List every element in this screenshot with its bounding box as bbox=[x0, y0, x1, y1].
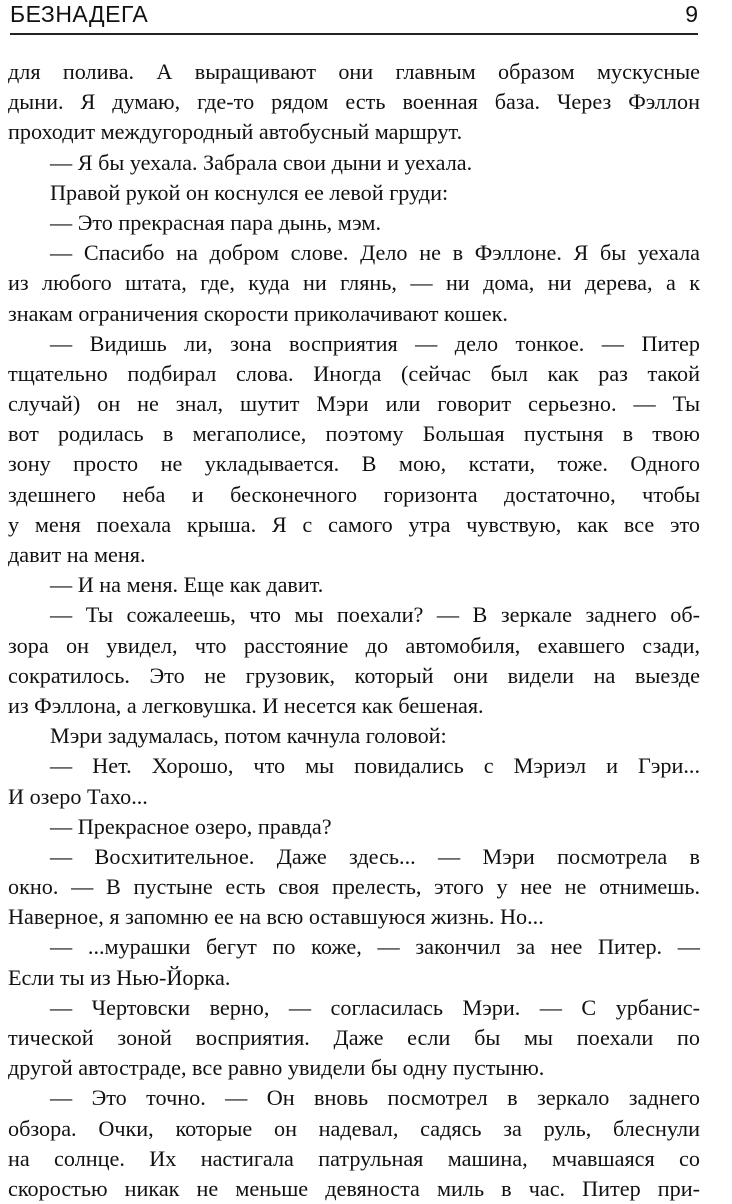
running-title: БЕЗНАДЕГА bbox=[10, 1, 149, 27]
page-number: 9 bbox=[685, 1, 698, 27]
text-line: зора он увидел, что расстояние до автомобиля, ехавшего сзади, bbox=[8, 632, 700, 658]
text-line: знакам ограничения скорости приколачивают кошек. bbox=[8, 300, 508, 326]
text-line: на солнце. Их настигала патрульная машина, мчавшаяся со bbox=[8, 1145, 700, 1171]
text-line: И озеро Тахо... bbox=[8, 783, 148, 809]
text-line: — Чертовски верно, — согласилась Мэри. — С урбанис- bbox=[50, 994, 700, 1020]
text-line: — Это точно. — Он вновь посмотрел в зеркало заднего bbox=[50, 1085, 700, 1111]
text-line: для полива. А выращивают они главным образом мускусные bbox=[8, 59, 700, 84]
text-line: — Я бы уехала. Забрала свои дыни и уехала. bbox=[50, 149, 473, 175]
text-line: из любого штата, где, куда ни глянь, — ни дома, ни дерева, а к bbox=[8, 270, 700, 296]
text-line: Мэри задумалась, потом качнула головой: bbox=[50, 723, 447, 749]
text-line: случай) он не знал, шутит Мэри или говорит серьезно. — Ты bbox=[8, 391, 700, 417]
text-line: сократилось. Это не грузовик, который они видели на выезде bbox=[8, 662, 700, 688]
text-line: здешнего неба и бесконечного горизонта достаточно, чтобы bbox=[8, 481, 700, 507]
text-line: — Это прекрасная пара дынь, мэм. bbox=[50, 209, 382, 235]
text-line: тщательно подбирал слова. Иногда (сейчас был как раз такой bbox=[8, 360, 700, 386]
text-line: проходит междугородный автобусный маршрут. bbox=[8, 119, 463, 145]
text-line: — Видишь ли, зона восприятия — дело тонкое. — Питер bbox=[50, 330, 700, 356]
text-line: — И на меня. Еще как давит. bbox=[50, 572, 324, 598]
text-line: обзора. Очки, которые он надевал, садясь за руль, блеснули bbox=[8, 1115, 700, 1141]
text-line: тической зоной восприятия. Даже если бы мы поехали по bbox=[8, 1025, 700, 1050]
body-text bbox=[8, 57, 700, 1204]
text-line: у меня поехала крыша. Я с самого утра чувствую, как все это bbox=[8, 511, 700, 537]
text-line: из Фэллона, а легковушка. И несется как бешеная. bbox=[8, 692, 484, 718]
text-line: Если ты из Нью-Йорка. bbox=[8, 964, 231, 990]
text-line: окно. — В пустыне есть своя прелесть, этого у нее не отнимешь. bbox=[8, 874, 700, 900]
text-line: — Восхитительное. Даже здесь... — Мэри посмотрела в bbox=[50, 843, 700, 869]
text-line: другой автостраде, все равно увидели бы одну пустыню. bbox=[8, 1055, 545, 1081]
text-line: Правой рукой он коснулся ее левой груди: bbox=[50, 179, 449, 205]
text-line: вот родилась в мегаполисе, поэтому Большая пустыня в твою bbox=[8, 421, 700, 447]
text-line: скоростью никак не меньше девяноста миль в час. Питер при- bbox=[8, 1175, 700, 1201]
text-line: — Нет. Хорошо, что мы повидались с Мэриэл и Гэри... bbox=[50, 753, 700, 779]
text-line: — Спасибо на добром слове. Дело не в Фэллоне. Я бы уехала bbox=[50, 240, 700, 266]
page-header bbox=[10, 0, 698, 35]
text-line: Наверное, я запомню ее на всю оставшуюся жизнь. Но... bbox=[8, 904, 544, 930]
text-line: давит на меня. bbox=[8, 542, 146, 567]
text-line: — ...мурашки бегут по коже, — закончил за нее Питер. — bbox=[50, 934, 700, 960]
text-line: дыни. Я думаю, где-то рядом есть военная база. Через Фэллон bbox=[8, 89, 700, 115]
text-line: — Прекрасное озеро, правда? bbox=[50, 813, 332, 839]
text-line: — Ты сожалеешь, что мы поехали? — В зеркале заднего об- bbox=[50, 602, 700, 628]
text-line: зону просто не укладывается. В мою, кстати, тоже. Одного bbox=[8, 451, 700, 477]
